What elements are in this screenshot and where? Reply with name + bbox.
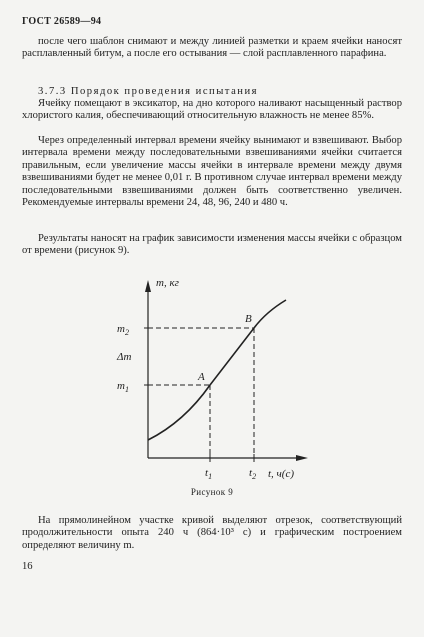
label-delta-m: Δm bbox=[117, 351, 132, 363]
paragraph-3: Ячейку помещают в эксикатор, на дно которого наливают насыщенный раствор хлористого калия, обеспечивающий относительную влажность не менее 85%. bbox=[22, 98, 402, 122]
paragraph-4: Через определенный интервал времени ячейку вынимают и взвешивают. Выбор интервала времени между последовательными взвешиваниями ячейки считается правильным, если увеличение массы ячейки в интервале времени между двумя взвешиваниями будет не менее 0,01 г. В противном случае интервал времени между последовательными взвешиваниями должен быть соответственно увеличен. Рекомендуемые интервалы времени 24, 48, 96, 240 и 480 ч. bbox=[22, 135, 402, 209]
label-m2: $m_2$ bbox=[117, 323, 129, 337]
label-t2: $t_2$ bbox=[249, 467, 257, 480]
section-heading: 3.7.3 Порядок проведения испытания bbox=[38, 86, 258, 97]
mass-time-curve bbox=[148, 300, 286, 440]
page-number: 16 bbox=[22, 561, 33, 572]
standard-header: ГОСТ 26589—94 bbox=[22, 16, 102, 27]
y-axis-label: m, кг bbox=[156, 277, 179, 289]
paragraph-1: после чего шаблон снимают и между линией разметки и краем ячейки наносят расплавленный битум, а после его остывания — слой расплавленного парафина. bbox=[22, 36, 402, 60]
y-axis-arrow bbox=[145, 280, 151, 292]
paragraph-6: На прямолинейном участке кривой выделяют отрезок, соответствующий продолжительности опыта 240 ч (864·10³ с) и графическим построением определяют величину m. bbox=[22, 515, 402, 551]
x-axis-label: t, ч(с) bbox=[268, 468, 295, 480]
point-a-label: A bbox=[198, 371, 205, 383]
label-m1: $m_1$ bbox=[117, 380, 129, 394]
figure-9 bbox=[100, 270, 330, 480]
point-b-label: B bbox=[245, 313, 252, 325]
x-axis-arrow bbox=[296, 455, 308, 461]
label-t1: $t_1$ bbox=[205, 467, 213, 480]
figure-caption: Рисунок 9 bbox=[190, 487, 234, 497]
paragraph-5: Результаты наносят на график зависимости изменения массы ячейки с образцом от времени (рисунок 9). bbox=[22, 233, 402, 257]
